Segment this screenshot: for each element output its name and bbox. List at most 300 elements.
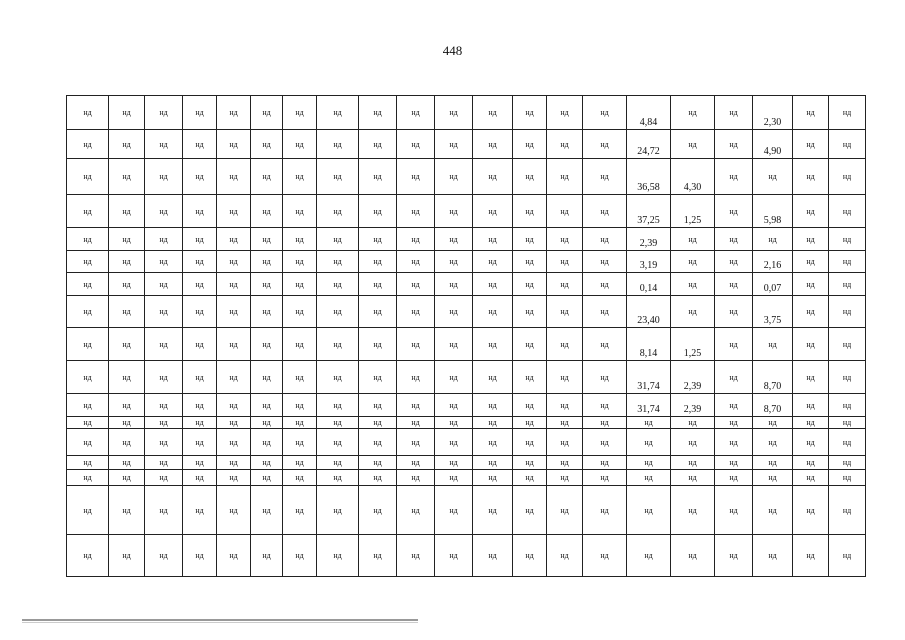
table-cell: 0,07 [753,273,793,296]
table-cell: нд [183,130,217,159]
table-cell: нд [547,251,583,273]
table-cell: нд [583,429,627,456]
table-cell: нд [109,130,145,159]
table-cell: нд [829,296,866,328]
table-cell: нд [435,195,473,228]
table-row [67,470,866,486]
table-cell: нд [829,470,866,486]
table-cell: нд [145,394,183,417]
table-cell: нд [547,486,583,535]
table-cell: нд [671,417,715,429]
table-cell: нд [251,159,283,195]
table-cell: нд [829,328,866,361]
table-cell: нд [397,273,435,296]
table-cell: нд [359,429,397,456]
table-cell: нд [109,417,145,429]
data-table [66,95,866,577]
table-cell: нд [671,130,715,159]
table-cell: нд [435,394,473,417]
table-cell: нд [397,394,435,417]
table-cell: нд [671,96,715,130]
table-cell: нд [513,535,547,577]
table-cell: нд [513,96,547,130]
table-cell: нд [317,328,359,361]
table-cell: нд [109,328,145,361]
table-cell: нд [217,486,251,535]
table-cell: нд [397,535,435,577]
table-cell: нд [435,429,473,456]
table-cell: нд [109,195,145,228]
table-cell: нд [829,417,866,429]
table-cell: нд [397,429,435,456]
table-cell: нд [583,328,627,361]
table-cell: нд [583,417,627,429]
table-cell: 4,84 [627,96,671,130]
table-cell: нд [251,429,283,456]
table-cell: нд [583,96,627,130]
table-cell: нд [397,130,435,159]
table-cell: нд [513,394,547,417]
table-cell: нд [67,328,109,361]
table-cell: нд [435,535,473,577]
table-cell: нд [67,361,109,394]
table-cell: нд [283,328,317,361]
table-cell: нд [715,456,753,470]
table-cell: нд [109,96,145,130]
table-cell: нд [671,429,715,456]
table-cell: нд [627,429,671,456]
table-cell: нд [513,228,547,251]
table-cell: нд [67,394,109,417]
table-cell: нд [753,486,793,535]
table-cell: нд [109,228,145,251]
table-cell: нд [513,470,547,486]
table-cell: нд [547,195,583,228]
table-cell: нд [715,417,753,429]
table-cell: нд [583,228,627,251]
table-cell: нд [283,456,317,470]
table-cell: нд [217,456,251,470]
table-cell: нд [829,361,866,394]
table-cell: нд [317,394,359,417]
table-cell: нд [435,361,473,394]
table-cell: нд [283,273,317,296]
table-cell: нд [435,96,473,130]
table-cell: 1,25 [671,328,715,361]
table-cell: нд [513,328,547,361]
table-cell: нд [283,251,317,273]
table-cell: нд [67,470,109,486]
table-cell: нд [283,96,317,130]
table-cell: нд [317,195,359,228]
table-cell: 8,14 [627,328,671,361]
table-cell: нд [251,328,283,361]
table-cell: нд [547,361,583,394]
table-row [67,228,866,251]
table-cell: нд [627,470,671,486]
table-cell: нд [547,273,583,296]
table-cell: нд [583,159,627,195]
table-cell: нд [251,486,283,535]
table-cell: нд [283,429,317,456]
table-cell: нд [251,130,283,159]
table-cell: нд [145,159,183,195]
table-cell: 4,30 [671,159,715,195]
table-row [67,486,866,535]
table-cell: нд [473,429,513,456]
table-cell: нд [671,273,715,296]
table-cell: нд [435,328,473,361]
table-row [67,96,866,130]
table-cell: нд [583,456,627,470]
table-cell: нд [547,130,583,159]
table-cell: нд [359,470,397,486]
table-cell: нд [251,535,283,577]
table-cell: нд [183,361,217,394]
table-cell: нд [397,228,435,251]
table-cell: нд [283,296,317,328]
table-cell: нд [359,273,397,296]
table-cell: нд [627,486,671,535]
table-cell: нд [583,361,627,394]
table-cell: нд [671,486,715,535]
table-cell: нд [217,361,251,394]
table-cell: нд [435,417,473,429]
table-cell: нд [715,328,753,361]
table-cell: нд [217,228,251,251]
table-cell: нд [793,251,829,273]
table-cell: нд [145,456,183,470]
table-cell: нд [183,429,217,456]
table-cell: нд [145,470,183,486]
table-cell: нд [359,486,397,535]
table-cell: нд [397,96,435,130]
page-number: 448 [442,43,463,58]
table-cell: нд [251,228,283,251]
table-cell: нд [109,159,145,195]
table-cell: нд [67,486,109,535]
table-cell: нд [359,417,397,429]
table-cell: 23,40 [627,296,671,328]
table-cell: нд [583,130,627,159]
table-cell: нд [67,296,109,328]
table-cell: 0,14 [627,273,671,296]
table-cell: нд [67,429,109,456]
table-cell: нд [397,470,435,486]
table-cell: нд [473,361,513,394]
table-cell: нд [435,470,473,486]
table-cell: нд [473,159,513,195]
table-cell: нд [317,470,359,486]
table-cell: нд [251,470,283,486]
table-cell: нд [359,251,397,273]
table-cell: нд [145,328,183,361]
table-cell: нд [671,456,715,470]
table-cell: нд [217,251,251,273]
table-cell: нд [109,361,145,394]
table-cell: нд [547,159,583,195]
table-cell: нд [359,130,397,159]
table-cell: нд [793,328,829,361]
table-row [67,361,866,394]
table-cell: нд [67,159,109,195]
table-cell: нд [473,251,513,273]
table-cell: нд [359,535,397,577]
table-cell: нд [715,486,753,535]
table-cell: нд [359,296,397,328]
table-cell: нд [283,535,317,577]
table-cell: нд [183,417,217,429]
table-cell: нд [793,159,829,195]
table-cell: нд [753,228,793,251]
table-cell: нд [435,486,473,535]
table-cell: нд [583,486,627,535]
table-cell: нд [513,273,547,296]
table-cell: 24,72 [627,130,671,159]
table-cell: нд [435,130,473,159]
table-cell: нд [793,417,829,429]
table-cell: нд [397,251,435,273]
table-cell: нд [793,456,829,470]
table-cell: нд [217,296,251,328]
table-cell: нд [627,535,671,577]
table-cell: нд [671,228,715,251]
table-cell: нд [753,159,793,195]
table-cell: нд [715,361,753,394]
table-row [67,535,866,577]
table-cell: нд [359,159,397,195]
table-row [67,251,866,273]
table-cell: нд [109,470,145,486]
table-cell: нд [67,130,109,159]
table-cell: нд [829,130,866,159]
table-cell: нд [793,486,829,535]
table-cell: нд [473,228,513,251]
table-cell: нд [217,130,251,159]
table-cell: нд [251,456,283,470]
table-cell: нд [217,394,251,417]
table-cell: нд [513,159,547,195]
table-cell: нд [183,470,217,486]
table-cell: нд [435,228,473,251]
table-cell: нд [473,195,513,228]
table-cell: нд [671,535,715,577]
table-cell: нд [715,251,753,273]
table-cell: нд [183,296,217,328]
table-cell: нд [145,251,183,273]
footer-rule-secondary [22,622,418,623]
table-cell: нд [793,273,829,296]
table-cell: нд [183,394,217,417]
table-cell: нд [145,228,183,251]
table-cell: 2,16 [753,251,793,273]
table-cell: нд [251,417,283,429]
table-cell: нд [317,251,359,273]
table-cell: нд [145,361,183,394]
table-cell: нд [547,228,583,251]
table-cell: нд [397,296,435,328]
table-row [67,159,866,195]
table-cell: нд [251,273,283,296]
table-cell: нд [283,470,317,486]
table-cell: нд [251,394,283,417]
table-cell: нд [715,394,753,417]
table-cell: нд [145,195,183,228]
table-cell: нд [753,417,793,429]
table-cell: нд [283,228,317,251]
table-row [67,417,866,429]
table-cell: нд [793,228,829,251]
table-cell: нд [583,535,627,577]
table-cell: нд [513,361,547,394]
table-row [67,456,866,470]
table-cell: 31,74 [627,394,671,417]
table-cell: нд [513,296,547,328]
table-row [67,130,866,159]
table-cell: нд [435,273,473,296]
table-cell: нд [627,417,671,429]
table-row [67,394,866,417]
table-cell: нд [359,456,397,470]
table-cell: нд [67,535,109,577]
table-cell: нд [793,394,829,417]
table-cell: нд [435,296,473,328]
table-cell: нд [753,456,793,470]
table-cell: нд [473,535,513,577]
table-cell: нд [793,130,829,159]
table-cell: нд [67,195,109,228]
table-cell: нд [145,296,183,328]
table-cell: нд [109,394,145,417]
table-cell: нд [317,159,359,195]
table-cell: нд [715,159,753,195]
table-cell: 8,70 [753,394,793,417]
table-cell: нд [473,470,513,486]
table-cell: нд [715,273,753,296]
table-cell: нд [67,417,109,429]
table-cell: нд [793,535,829,577]
table-cell: нд [473,296,513,328]
table-cell: нд [217,195,251,228]
table-cell: нд [397,486,435,535]
table-cell: нд [317,417,359,429]
table-cell: нд [753,328,793,361]
table-cell: нд [435,159,473,195]
table-cell: нд [217,417,251,429]
table-cell: нд [67,456,109,470]
table-cell: 2,39 [671,361,715,394]
table-cell: 36,58 [627,159,671,195]
table-cell: нд [183,486,217,535]
table-cell: нд [109,273,145,296]
table-cell: нд [317,429,359,456]
table-cell: нд [715,296,753,328]
table-row [67,195,866,228]
table-cell: нд [359,328,397,361]
table-cell: нд [671,251,715,273]
table-cell: нд [183,96,217,130]
table-cell: нд [547,535,583,577]
table-cell: нд [829,251,866,273]
table-cell: нд [583,251,627,273]
table-cell: 2,39 [627,228,671,251]
table-cell: нд [793,470,829,486]
table-cell: нд [109,429,145,456]
table-cell: нд [793,296,829,328]
table-cell: нд [753,429,793,456]
table-cell: нд [753,535,793,577]
table-row [67,429,866,456]
table-cell: нд [715,429,753,456]
footer-rule [22,619,418,621]
table-cell: нд [829,228,866,251]
table-cell: нд [145,486,183,535]
table-cell: нд [397,456,435,470]
table-cell: нд [829,273,866,296]
table-cell: нд [145,96,183,130]
table-cell: нд [547,394,583,417]
table-cell: нд [317,456,359,470]
table-cell: нд [473,96,513,130]
table-cell: нд [145,273,183,296]
table-cell: нд [715,96,753,130]
table-cell: 3,75 [753,296,793,328]
table-cell: нд [359,361,397,394]
table-cell: нд [829,195,866,228]
table-cell: нд [359,228,397,251]
table-cell: нд [251,251,283,273]
table-row [67,273,866,296]
table-cell: нд [583,195,627,228]
table-cell: нд [109,456,145,470]
table-cell: нд [183,159,217,195]
table-cell: нд [583,470,627,486]
table-cell: нд [473,486,513,535]
table-cell: 3,19 [627,251,671,273]
table-row [67,296,866,328]
table-cell: нд [715,228,753,251]
table-cell: нд [473,273,513,296]
table-cell: нд [183,456,217,470]
table-cell: нд [283,195,317,228]
table-cell: нд [317,228,359,251]
table-cell: нд [109,535,145,577]
table-cell: нд [715,470,753,486]
table-cell: нд [513,429,547,456]
table-cell: нд [793,361,829,394]
table-cell: нд [397,361,435,394]
table-cell: нд [435,251,473,273]
table-cell: нд [217,96,251,130]
table-cell: нд [145,417,183,429]
table-cell: нд [753,470,793,486]
table-cell: нд [317,130,359,159]
table-cell: нд [397,417,435,429]
table-cell: нд [547,296,583,328]
table-cell: нд [435,456,473,470]
table-cell: нд [283,159,317,195]
table-cell: нд [317,361,359,394]
table-cell: нд [513,195,547,228]
table-cell: 8,70 [753,361,793,394]
table-cell: нд [217,273,251,296]
table-cell: нд [513,456,547,470]
table-cell: нд [109,251,145,273]
table-cell: нд [359,394,397,417]
table-cell: нд [583,296,627,328]
table-cell: нд [547,328,583,361]
table-cell: нд [793,429,829,456]
